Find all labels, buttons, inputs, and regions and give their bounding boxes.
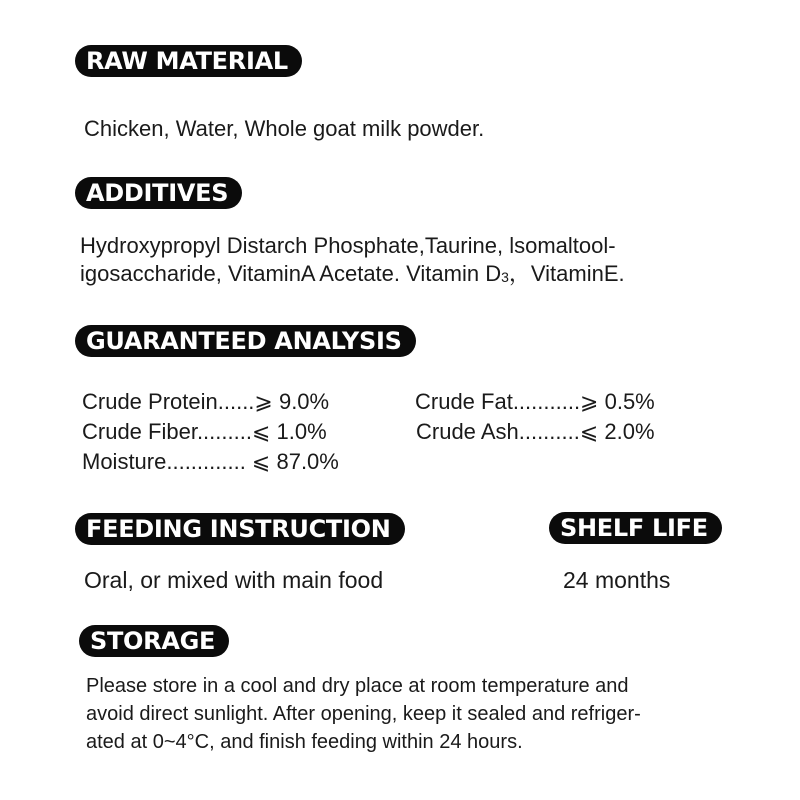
analysis-crude-protein: Crude Protein......⩾ 9.0% [82,389,330,414]
additives-line-2-main: igosaccharide, VitaminA Acetate. Vitamin D [80,261,502,286]
shelf-life-heading: SHELF LIFE [549,512,722,544]
analysis-crude-ash: Crude Ash..........⩽ 2.0% [416,419,655,444]
feeding-instruction-text: Oral, or mixed with main food [84,567,384,593]
vitamin-d-subscript: 3 [501,269,509,285]
storage-text [86,672,641,756]
storage-line-3: ated at 0~4°C, and finish feeding within 24 hours. [86,731,523,753]
analysis-moisture: Moisture............. ⩽ 87.0% [82,449,339,474]
raw-material-heading: RAW MATERIAL [75,45,302,77]
additives-line-1: Hydroxypropyl Distarch Phosphate,Taurine, lsomaltool- [80,233,616,258]
storage-line-1: Please store in a cool and dry place at room temperature and [86,675,629,697]
analysis-crude-fat: Crude Fat...........⩾ 0.5% [415,389,655,414]
storage-line-2: avoid direct sunlight. After opening, keep it sealed and refriger- [86,703,641,725]
storage-heading: STORAGE [79,625,229,657]
shelf-life-text: 24 months [563,567,671,593]
feeding-instruction-heading: FEEDING INSTRUCTION [75,513,405,545]
additives-heading: ADDITIVES [75,177,242,209]
additives-line-2 [80,260,625,291]
analysis-crude-fiber: Crude Fiber.........⩽ 1.0% [82,419,327,444]
raw-material-text: Chicken, Water, Whole goat milk powder. [84,116,485,141]
additives-text [80,232,625,291]
guaranteed-analysis-heading: GUARANTEED ANALYSIS [75,325,416,357]
additives-line-2-end: ，VitaminE. [508,261,625,286]
